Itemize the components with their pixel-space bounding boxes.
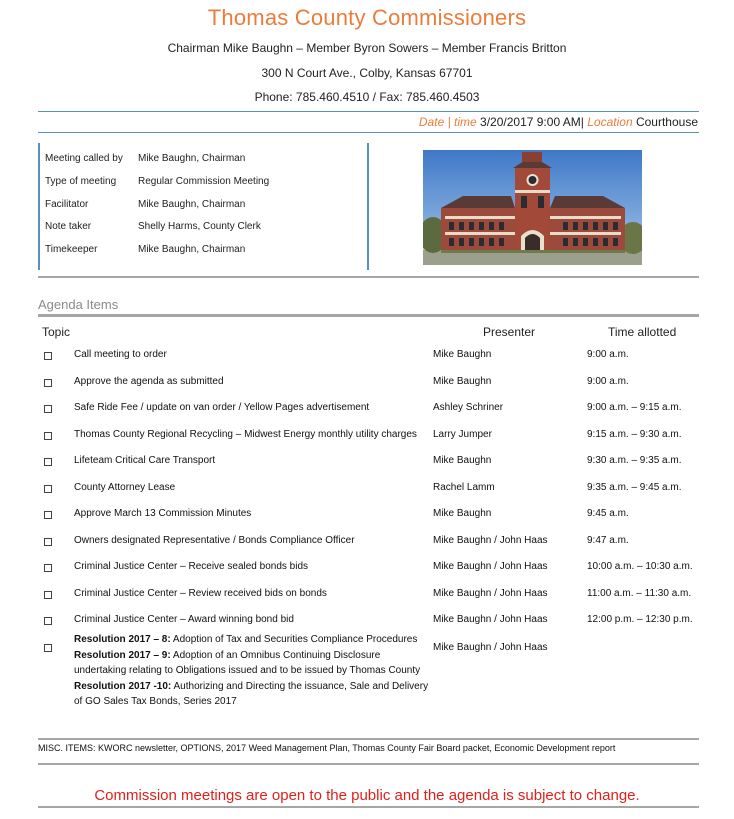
misc-items bbox=[38, 743, 615, 753]
address-line: 300 N Court Ave., Colby, Kansas 67701 bbox=[261, 66, 473, 80]
section-divider bbox=[38, 276, 699, 278]
resolution-8 bbox=[74, 632, 434, 648]
agenda-topic: Call meeting to order bbox=[74, 349, 167, 360]
agenda-checkbox[interactable] bbox=[44, 379, 52, 387]
agenda-checkbox[interactable] bbox=[44, 644, 52, 652]
agenda-presenter: Mike Baughn / John Haas bbox=[433, 535, 548, 546]
agenda-checkbox[interactable] bbox=[44, 591, 52, 599]
col-presenter-header: Presenter bbox=[483, 325, 536, 339]
agenda-checkbox[interactable] bbox=[44, 405, 52, 413]
col-topic-header: Topic bbox=[42, 325, 71, 339]
agenda-time: 9:30 a.m. – 9:35 a.m. bbox=[587, 455, 682, 466]
agenda-time: 9:35 a.m. – 9:45 a.m. bbox=[587, 482, 682, 493]
agenda-presenter: Mike Baughn / John Haas bbox=[433, 561, 548, 572]
agenda-checkbox[interactable] bbox=[44, 352, 52, 360]
meta-value: Shelly Harms, County Clerk bbox=[138, 221, 261, 232]
agenda-topic: Thomas County Regional Recycling – Midwest Energy monthly utility charges bbox=[74, 429, 417, 440]
agenda-presenter: Mike Baughn / John Haas bbox=[433, 588, 548, 599]
misc-text: KWORC newsletter, OPTIONS, 2017 Weed Management Plan, Thomas County Fair Board packet, Economic Development report bbox=[95, 743, 616, 753]
meta-value: Mike Baughn, Chairman bbox=[138, 244, 246, 255]
agenda-topic: Criminal Justice Center – Receive sealed bonds bids bbox=[74, 561, 309, 572]
resolutions-block bbox=[74, 632, 434, 710]
agenda-topic: Lifeteam Critical Care Transport bbox=[74, 455, 216, 466]
agenda-checkbox[interactable] bbox=[44, 538, 52, 546]
resolution-text: Adoption of Tax and Securities Compliance Procedures bbox=[170, 634, 418, 645]
agenda-topic: Criminal Justice Center – Award winning bond bid bbox=[74, 614, 294, 625]
meta-key: Facilitator bbox=[45, 199, 89, 210]
meta-value: Mike Baughn, Chairman bbox=[138, 199, 246, 210]
meeting-datetime-location bbox=[419, 115, 698, 129]
datetime-separator: | bbox=[580, 115, 588, 129]
misc-divider-bottom bbox=[38, 763, 699, 765]
agenda-topic: Safe Ride Fee / update on van order / Yellow Pages advertisement bbox=[74, 402, 370, 413]
agenda-time: 11:00 a.m. – 11:30 a.m. bbox=[587, 588, 692, 599]
agenda-time: 9:45 a.m. bbox=[587, 508, 629, 519]
agenda-checkbox[interactable] bbox=[44, 617, 52, 625]
agenda-presenter: Ashley Schriner bbox=[433, 402, 504, 413]
footer-divider bbox=[38, 806, 699, 808]
public-notice: Commission meetings are open to the public and the agenda is subject to change. bbox=[94, 787, 640, 804]
agenda-time: 9:47 a.m. bbox=[587, 535, 629, 546]
agenda-time: 12:00 p.m. – 12:30 p.m. bbox=[587, 614, 693, 625]
agenda-divider bbox=[38, 314, 699, 317]
agenda-presenter: Mike Baughn / John Haas bbox=[433, 614, 548, 625]
meta-value: Mike Baughn, Chairman bbox=[138, 153, 246, 164]
agenda-topic: Criminal Justice Center – Review received bids on bonds bbox=[74, 588, 327, 599]
agenda-presenter: Mike Baughn bbox=[433, 508, 492, 519]
agenda-checkbox[interactable] bbox=[44, 485, 52, 493]
courthouse-photo bbox=[423, 150, 642, 265]
agenda-topic: Approve the agenda as submitted bbox=[74, 376, 224, 387]
resolution-label: Resolution 2017 – 8: bbox=[74, 634, 171, 645]
misc-label: MISC. ITEMS: bbox=[38, 743, 96, 753]
agenda-checkbox[interactable] bbox=[44, 564, 52, 572]
agenda-presenter: Larry Jumper bbox=[433, 429, 492, 440]
meta-key: Timekeeper bbox=[45, 244, 98, 255]
agenda-topic: County Attorney Lease bbox=[74, 482, 176, 493]
agenda-heading: Agenda Items bbox=[38, 297, 119, 312]
meta-key: Meeting called by bbox=[45, 153, 123, 164]
page-title: Thomas County Commissioners bbox=[207, 5, 527, 30]
agenda-time: 9:00 a.m. bbox=[587, 376, 629, 387]
meta-divider bbox=[38, 132, 699, 133]
agenda-checkbox[interactable] bbox=[44, 432, 52, 440]
resolution-label: Resolution 2017 -10: bbox=[74, 680, 172, 692]
agenda-presenter: Mike Baughn bbox=[433, 455, 492, 466]
location-label: Location bbox=[587, 115, 633, 129]
resolution-label: Resolution 2017 – 9: bbox=[74, 649, 171, 661]
agenda-time: 10:00 a.m. – 10:30 a.m. bbox=[587, 561, 693, 572]
courthouse-illustration bbox=[423, 150, 642, 265]
agenda-presenter: Mike Baughn / John Haas bbox=[433, 642, 548, 653]
header-divider bbox=[38, 111, 699, 112]
agenda-time: 9:00 a.m. – 9:15 a.m. bbox=[587, 402, 682, 413]
agenda-checkbox[interactable] bbox=[44, 458, 52, 466]
resolution-10 bbox=[74, 679, 434, 710]
meta-key: Type of meeting bbox=[45, 176, 117, 187]
agenda-time: 9:00 a.m. bbox=[587, 349, 629, 360]
col-time-header: Time allotted bbox=[608, 325, 677, 339]
resolution-text: Authorizing and Directing the issuance, Sale and Delivery of GO Sales Tax Bonds, Series 2017 bbox=[74, 680, 429, 707]
members-line: Chairman Mike Baughn – Member Byron Sowers – Member Francis Britton bbox=[167, 41, 567, 55]
resolution-9 bbox=[74, 648, 434, 679]
datetime-label: Date | time bbox=[418, 115, 477, 129]
agenda-presenter: Rachel Lamm bbox=[433, 482, 495, 493]
agenda-presenter: Mike Baughn bbox=[433, 376, 492, 387]
misc-divider-top bbox=[38, 738, 699, 740]
agenda-time: 9:15 a.m. – 9:30 a.m. bbox=[587, 429, 682, 440]
agenda-presenter: Mike Baughn bbox=[433, 349, 492, 360]
meta-value: Regular Commission Meeting bbox=[138, 176, 270, 187]
meeting-info-box bbox=[38, 143, 369, 270]
agenda-topic: Owners designated Representative / Bonds Compliance Officer bbox=[74, 535, 355, 546]
resolution-text: Adoption of an Omnibus Continuing Disclosure undertaking relating to Obligations issued and to be issued by Thomas County bbox=[74, 649, 421, 676]
datetime-value: 3/20/2017 9:00 AM bbox=[476, 115, 581, 129]
phone-line: Phone: 785.460.4510 / Fax: 785.460.4503 bbox=[254, 90, 480, 104]
location-value: Courthouse bbox=[632, 115, 698, 129]
meta-key: Note taker bbox=[45, 221, 92, 232]
agenda-topic: Approve March 13 Commission Minutes bbox=[74, 508, 252, 519]
agenda-checkbox[interactable] bbox=[44, 511, 52, 519]
